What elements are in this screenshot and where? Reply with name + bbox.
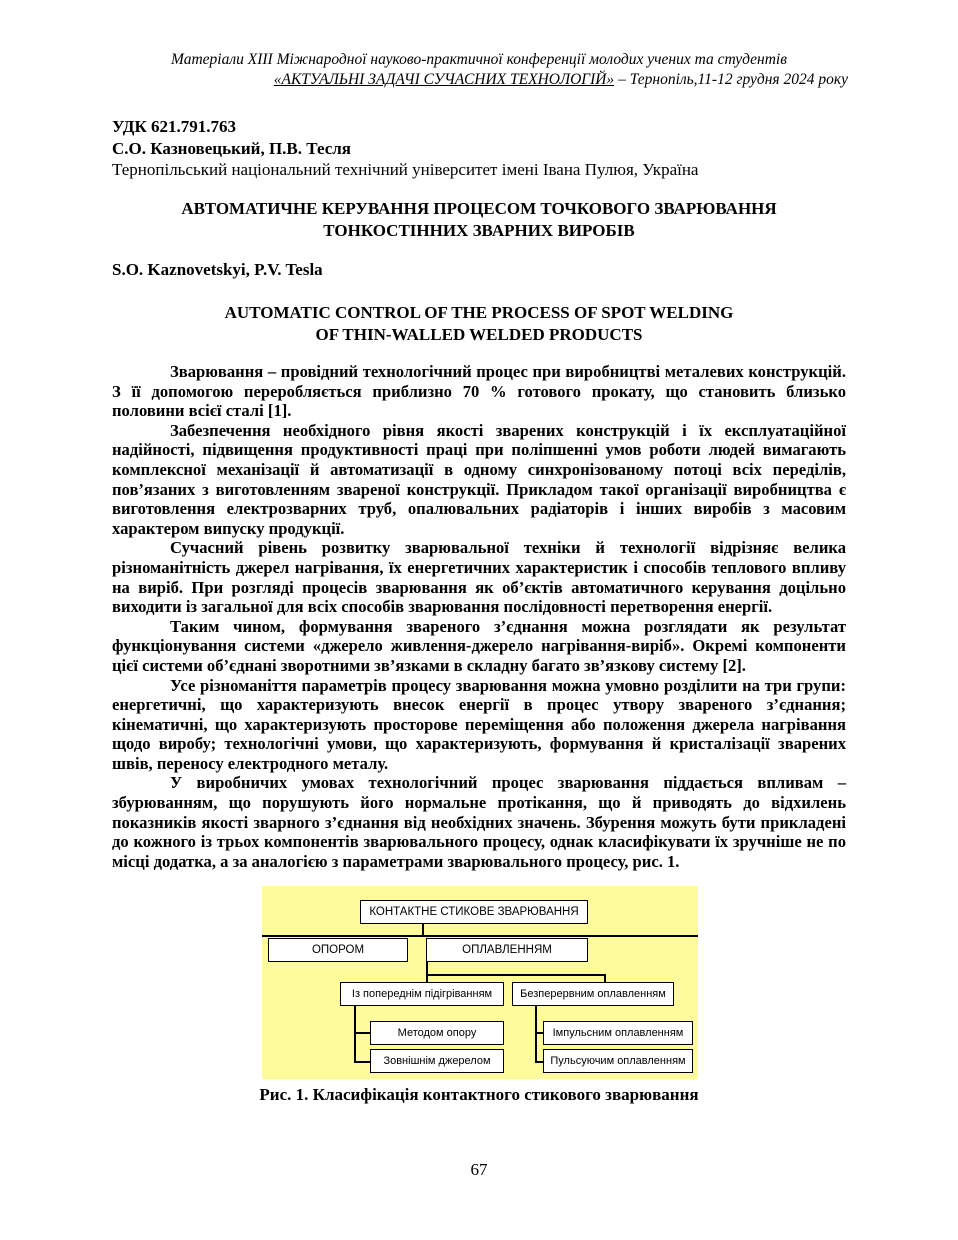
diagram-sub-preheating: Із попереднім підігріванням [340,982,504,1006]
paragraph: Зварювання – провідний технологічний процес при виробництві металевих конструкцій. З її допомогою переробляється приблизно 70 % готового прокату, що становить близько половини всієї сталі [1]. [112,362,846,421]
paragraph: У виробничих умовах технологічний процес зварювання піддається впливам – збурюванням, що порушують його нормальне протікання, що й приводять до відхилень показників якості зварного з’єднання від необхідних значень. Збурення можуть бути прикладені до кожного із трьох компонентів зварювального процесу, однак класифікувати їх зручніше не по місці додатка, а за аналогією з параметрами зварювального процесу, рис. 1. [112,773,846,871]
conference-header-line1: Матеріали XIII Міжнародної науково-практичної конференції молодих учених та студентів [171,51,787,68]
article-body [112,362,846,871]
connector-line [426,974,606,976]
title-en [112,302,846,346]
authors-en: S.O. Kaznovetskyi, P.V. Tesla [112,260,323,279]
classification-diagram [262,886,698,1079]
diagram-root-box: КОНТАКТНЕ СТИКОВЕ ЗВАРЮВАННЯ [360,900,588,924]
affiliation: Тернопільський національний технічний університет імені Івана Пулюя, Україна [112,160,699,179]
authors-ua: С.О. Казновецький, П.В. Тесля [112,139,351,158]
diagram-leaf-pulsating: Пульсуючим оплавленням [543,1049,693,1073]
conference-place-date: – Тернопіль,11-12 грудня 2024 року [614,71,848,88]
diagram-leaf-external-source: Зовнішнім джерелом [370,1049,504,1073]
paragraph: Усе різноманіття параметрів процесу зварювання можна умовно розділити на три групи: енергетичні, що характеризують внесок енергії в процес утвору звареного з’єднання; кінематичні, що характеризують просторове переміщення або положення джерела нагрівання щодо виробу; технологічні умови, що характеризують, формування й кристалізації зварених швів, переносу електродного металу. [112,675,846,773]
title-en-line2: OF THIN-WALLED WELDED PRODUCTS [315,325,643,344]
diagram-sub-continuous: Безперервним оплавленням [512,982,674,1006]
conference-title: «АКТУАЛЬНІ ЗАДАЧІ СУЧАСНИХ ТЕХНОЛОГІЙ» [273,71,615,88]
paragraph: Сучасний рівень розвитку зварювальної техніки й технології відрізняє велика різноманітність джерел нагрівання, їх енергетичних характеристик і способів теплового впливу на виріб. При розгляді процесів зварювання як об’єктів автоматичного керування доцільно виходити із загальної для всіх способів зварювання послідовності перетворення енергії. [112,538,846,617]
page-number: 67 [470,1160,488,1179]
title-en-line1: AUTOMATIC CONTROL OF THE PROCESS OF SPOT WELDING [224,303,734,322]
diagram-branch-oplavlennyam: ОПЛАВЛЕННЯМ [426,938,588,962]
title-ua-line2: ТОНКОСТІННИХ ЗВАРНИХ ВИРОБІВ [323,221,635,240]
diagram-leaf-resistance-method: Методом опору [370,1021,504,1045]
conference-header-line2 [0,70,848,90]
paragraph: Забезпечення необхідного рівня якості зварених конструкцій і їх експлуатаційної надійності, підвищення продуктивності праці при поліпшенні умов роботи людей вимагають комплексної механізації й автоматизації в одному синхронізованому потоці всіх переділів, пов’язаних з виготовленням звареної конструкції. Прикладом такої організації виробництва є виготовлення електрозварних труб, опалювальних радіаторів і інших виробів з масовим характером випуску продукції. [112,420,846,538]
title-ua [112,198,846,242]
title-ua-line1: АВТОМАТИЧНЕ КЕРУВАННЯ ПРОЦЕСОМ ТОЧКОВОГО ЗВАРЮВАННЯ [181,199,777,218]
figure-caption: Рис. 1. Класифікація контактного стикового зварювання [259,1085,699,1104]
paragraph: Таким чином, формування звареного з’єднання можна розглядати як результат функціонування системи «джерело живлення-джерело нагрівання-виріб». Окремі компоненти цієї системи об’єднані зворотними зв’язками в складну багато зв’язкову систему [2]. [112,616,846,675]
diagram-leaf-impulse: Імпульсним оплавленням [543,1021,693,1045]
connector-line [422,922,424,936]
udk-code: УДК 621.791.763 [112,117,237,136]
diagram-branch-opor: ОПОРОМ [268,938,408,962]
connector-line [262,935,698,937]
